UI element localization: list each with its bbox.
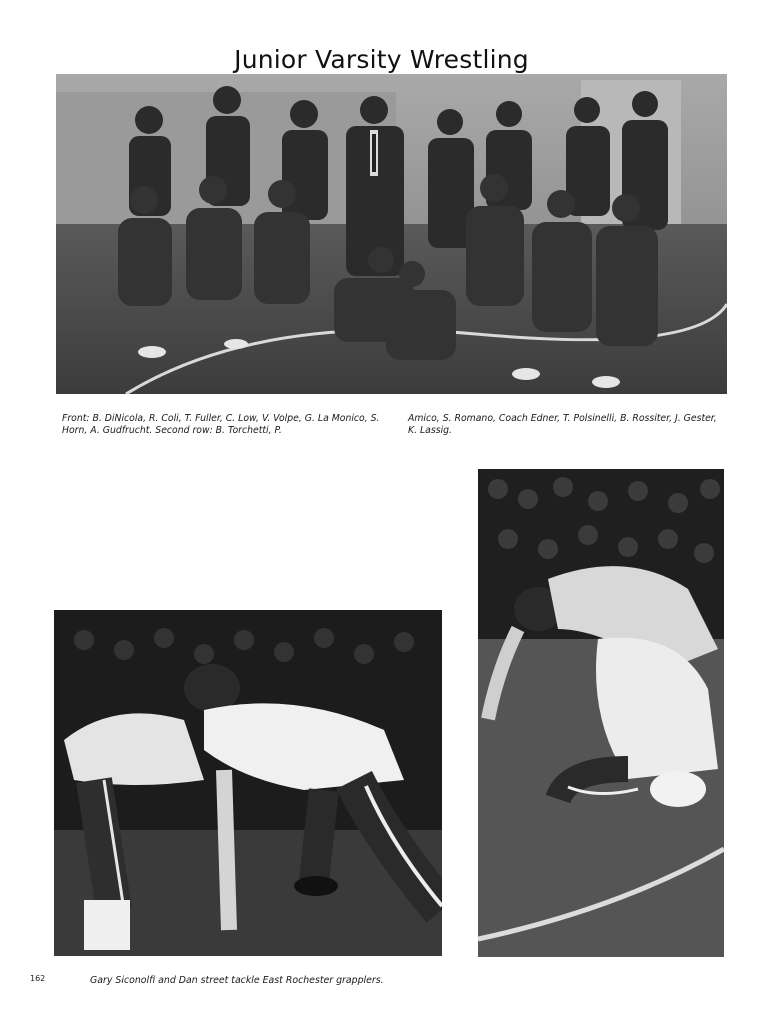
team-photo-image xyxy=(56,74,727,394)
page-title: Junior Varsity Wrestling xyxy=(234,44,529,74)
action-caption: Gary Siconolfi and Dan street tackle East Rochester grapplers. xyxy=(90,975,384,987)
page-number: 162 xyxy=(30,974,46,983)
team-caption-left: Front: B. DiNicola, R. Coli, T. Fuller, C. Low, V. Volpe, G. La Monico, S. Horn, A. Gudfrucht. Second row: B. Torchetti, P. xyxy=(62,413,380,437)
wrestling-match-image-left xyxy=(54,610,442,956)
wrestling-match-image-right xyxy=(478,469,724,957)
wrestling-match-photo-left xyxy=(54,610,442,956)
team-photo xyxy=(56,74,727,394)
wrestling-match-photo-right xyxy=(478,469,724,957)
team-caption-right: Amico, S. Romano, Coach Edner, T. Polsinelli, B. Rossiter, J. Gester, K. Lassig. xyxy=(408,413,717,437)
